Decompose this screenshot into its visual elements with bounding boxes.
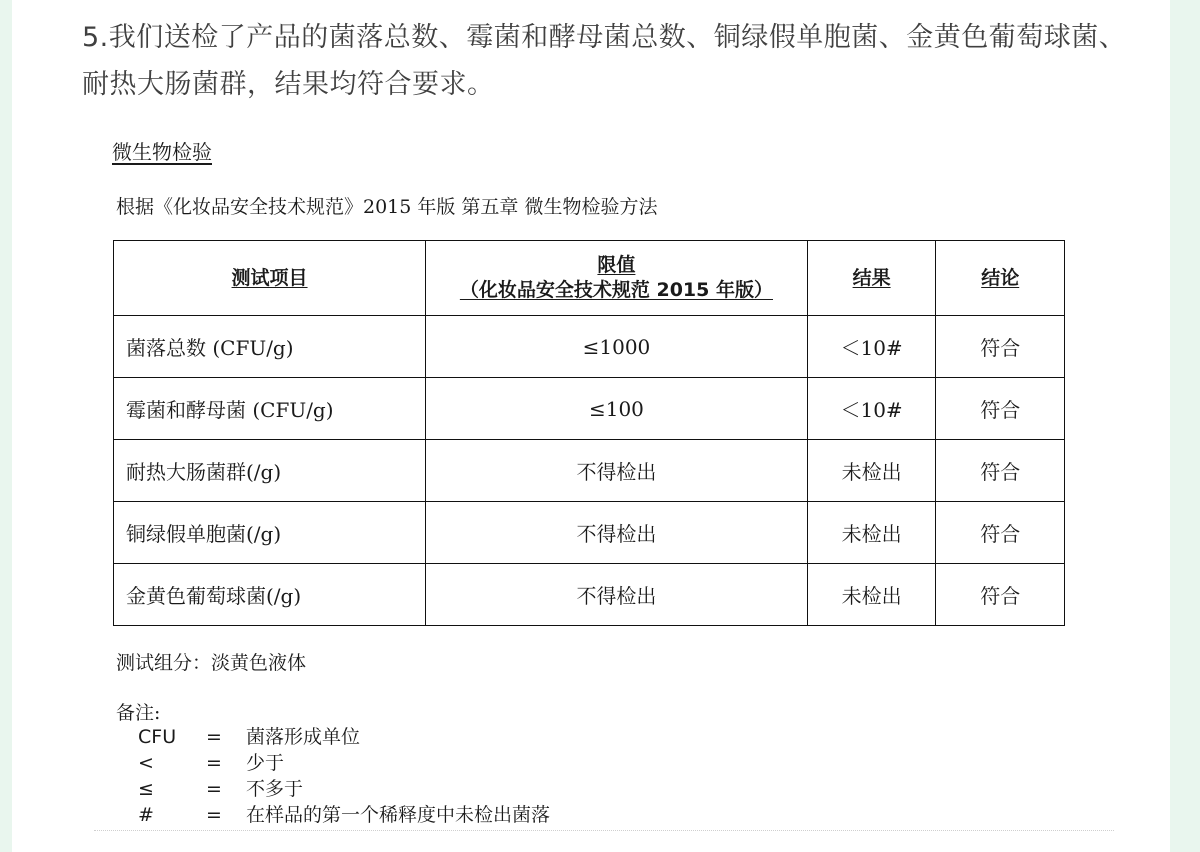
header-limit-line2: （化妆品安全技术规范 2015 年版） [459,279,773,301]
cell-conclusion: 符合 [936,502,1065,564]
table-row [114,440,1065,502]
note-equals: = [206,726,222,748]
cell-item: 金黄色葡萄球菌(/g) [114,564,426,626]
note-meaning: 不多于 [246,778,304,800]
cell-conclusion: 符合 [936,440,1065,502]
cell-limit: 不得检出 [426,564,808,626]
cell-result: 未检出 [807,502,936,564]
note-meaning: 菌落形成单位 [246,726,361,748]
header-result: 结果 [807,241,936,316]
note-symbol: < [138,752,154,774]
notes-label: 备注: [116,702,161,724]
note-symbol: CFU [138,726,177,748]
test-basis: 根据《化妆品安全技术规范》2015 年版 第五章 微生物检验方法 [116,196,658,218]
note-symbol: ≤ [138,778,154,800]
cell-limit: 不得检出 [426,502,808,564]
cell-limit: ≤1000 [426,316,808,378]
results-table [113,240,1065,626]
cell-conclusion: 符合 [936,564,1065,626]
sample-description: 测试组分：淡黄色液体 [116,652,307,674]
divider [94,830,1114,831]
cell-conclusion: 符合 [936,316,1065,378]
notes-list [138,724,550,828]
table-row [114,502,1065,564]
cell-result: 未检出 [807,564,936,626]
note-meaning: 少于 [246,752,285,774]
note-symbol: # [138,804,154,826]
cell-item: 菌落总数 (CFU/g) [114,316,426,378]
note-row [138,724,550,750]
cell-item: 耐热大肠菌群(/g) [114,440,426,502]
note-equals: = [206,804,222,826]
cell-result: ＜10# [807,378,936,440]
cell-conclusion: 符合 [936,378,1065,440]
cell-limit: 不得检出 [426,440,808,502]
intro-paragraph: 5.我们送检了产品的菌落总数、霉菌和酵母菌总数、铜绿假单胞菌、金黄色葡萄球菌、耐热大肠菌群，结果均符合要求。 [82,22,1127,100]
header-limit-line1: 限值 [597,254,636,276]
note-row [138,750,550,776]
note-meaning: 在样品的第一个稀释度中未检出菌落 [246,804,551,826]
cell-result: 未检出 [807,440,936,502]
cell-item: 霉菌和酵母菌 (CFU/g) [114,378,426,440]
note-row [138,802,550,828]
table-header-row [114,241,1065,316]
cell-result: ＜10# [807,316,936,378]
cell-item: 铜绿假单胞菌(/g) [114,502,426,564]
header-limit [426,241,808,316]
header-item: 测试项目 [114,241,426,316]
table-row [114,564,1065,626]
article-page [12,0,1170,852]
table-row [114,378,1065,440]
header-conclusion: 结论 [936,241,1065,316]
section-title: 微生物检验 [112,140,212,164]
table-row [114,316,1065,378]
report-image [12,0,1170,852]
cell-limit: ≤100 [426,378,808,440]
note-equals: = [206,752,222,774]
note-equals: = [206,778,222,800]
note-row [138,776,550,802]
